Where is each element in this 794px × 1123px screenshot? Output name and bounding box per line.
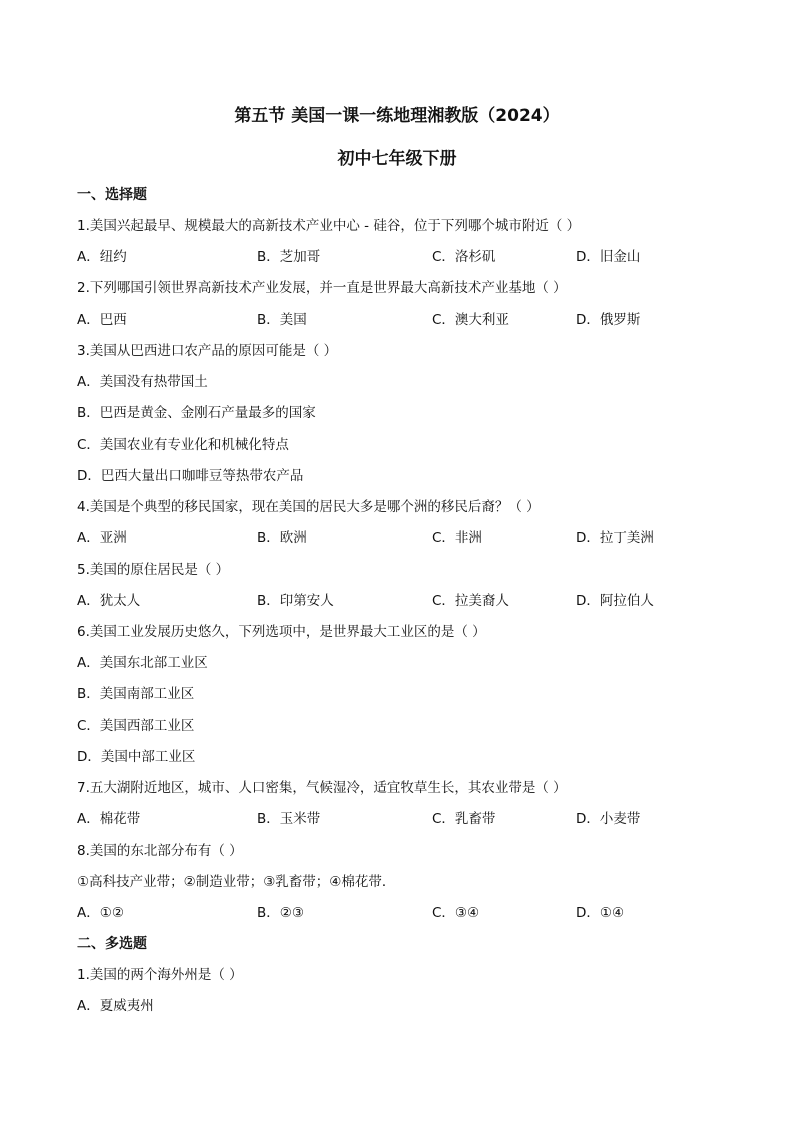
option-b: B．芝加哥	[257, 249, 321, 265]
option-d: D．拉丁美洲	[576, 530, 654, 546]
option-d: D．阿拉伯人	[576, 593, 654, 609]
question-7: 7.五大湖附近地区，城市、人口密集，气候湿冷，适宜牧草生长，其农业带是（ ）	[77, 780, 567, 796]
option-d: D．美国中部工业区	[77, 749, 196, 765]
option-a: A．巴西	[77, 312, 127, 328]
document-title: 第五节 美国一课一练地理湘教版（2024）	[234, 106, 560, 126]
multi-question-1: 1.美国的两个海外州是（ ）	[77, 967, 243, 983]
option-c: C．洛杉矶	[432, 249, 496, 265]
option-c: C．乳畜带	[432, 811, 496, 827]
question-2: 2.下列哪国引领世界高新技术产业发展，并一直是世界最大高新技术产业基地（ ）	[77, 280, 567, 296]
option-d: D．巴西大量出口咖啡豆等热带农产品	[77, 468, 304, 484]
option-d: D．小麦带	[576, 811, 641, 827]
option-c: C．美国西部工业区	[77, 718, 195, 734]
section-heading-multi: 二、多选题	[77, 936, 147, 952]
question-4: 4.美国是个典型的移民国家，现在美国的居民大多是哪个洲的移民后裔？（ ）	[77, 499, 540, 515]
option-a: A．棉花带	[77, 811, 141, 827]
option-b: B．②③	[257, 905, 304, 921]
option-a: A．美国东北部工业区	[77, 655, 208, 671]
option-a: A．①②	[77, 905, 124, 921]
option-d: D．俄罗斯	[576, 312, 641, 328]
option-b: B．欧洲	[257, 530, 307, 546]
option-a: A．美国没有热带国土	[77, 374, 208, 390]
question-4-options	[77, 529, 717, 547]
question-1-options	[77, 248, 717, 266]
option-c: C．③④	[432, 905, 480, 921]
document-subtitle: 初中七年级下册	[337, 149, 457, 169]
question-8-options	[77, 904, 717, 922]
question-1: 1.美国兴起最早、规模最大的高新技术产业中心 - 硅谷，位于下列哪个城市附近（ ）	[77, 218, 581, 234]
option-b: B．美国南部工业区	[77, 686, 195, 702]
option-c: C．澳大利亚	[432, 312, 509, 328]
option-c: C．拉美裔人	[432, 593, 509, 609]
option-c: C．非洲	[432, 530, 482, 546]
question-8-stem: ①高科技产业带；②制造业带；③乳畜带；④棉花带．	[77, 874, 396, 890]
option-b: B．印第安人	[257, 593, 334, 609]
option-a: A．犹太人	[77, 593, 141, 609]
option-a: A．夏威夷州	[77, 998, 154, 1014]
option-d: D．①④	[576, 905, 625, 921]
option-b: B．巴西是黄金、金刚石产量最多的国家	[77, 405, 316, 421]
option-c: C．美国农业有专业化和机械化特点	[77, 437, 289, 453]
option-b: B．美国	[257, 312, 307, 328]
question-8: 8.美国的东北部分布有（ ）	[77, 843, 243, 859]
question-5-options	[77, 592, 717, 610]
option-d: D．旧金山	[576, 249, 641, 265]
section-heading-choice: 一、选择题	[77, 187, 147, 203]
option-a: A．亚洲	[77, 530, 127, 546]
question-7-options	[77, 810, 717, 828]
option-a: A．纽约	[77, 249, 127, 265]
question-3: 3.美国从巴西进口农产品的原因可能是（ ）	[77, 343, 338, 359]
option-b: B．玉米带	[257, 811, 321, 827]
question-2-options	[77, 311, 717, 329]
question-5: 5.美国的原住居民是（ ）	[77, 562, 230, 578]
question-6: 6.美国工业发展历史悠久，下列选项中，是世界最大工业区的是（ ）	[77, 624, 486, 640]
